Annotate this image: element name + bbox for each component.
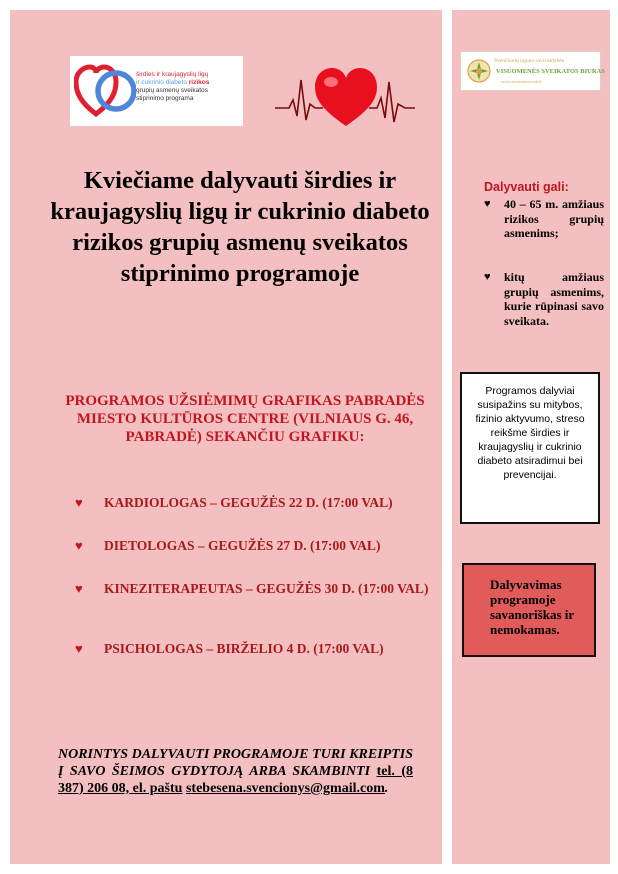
heart-logo-icon [74, 64, 136, 118]
heart-program-logo [70, 56, 243, 126]
contact-end: . [384, 781, 389, 796]
schedule-item [75, 537, 454, 554]
organization-logo-line1: Švenčionių rajono savivaldybės [494, 58, 564, 64]
schedule-item-text: PSICHOLOGAS – BIRŽELIO 4 D. (17:00 VAL) [104, 641, 384, 656]
organization-logo-line2: VISUOMENĖS SVEIKATOS BIURAS [496, 68, 605, 75]
organization-logo-line3: www.svencionysvsb.lt [501, 79, 542, 84]
heart-logo-line2-red: rizikos [186, 79, 210, 86]
heart-logo-line3: grupių asmenų sveikatos [136, 87, 208, 94]
volunteer-box: Dalyvavimas programoje savanoriškas ir nemokamas. [462, 563, 596, 657]
main-title: Kviečiame dalyvauti širdies ir kraujagyslių ligų ir cukrinio diabeto rizikos grupių asmenų sveikatos stiprinimo programoje [50, 167, 430, 287]
eligibility-heading: Dalyvauti gali: [484, 180, 569, 194]
eligibility-item-text: kitų amžiaus grupių asmenims, kurie rūpinasi savo sveikata. [504, 270, 604, 328]
heart-logo-line2: ir cukrinio diabeto [136, 79, 187, 86]
schedule-item [75, 580, 454, 597]
heart-bullet-icon: ♥ [75, 641, 83, 656]
heart-bullet-icon: ♥ [75, 538, 83, 553]
heart-bullet-icon: ♥ [75, 581, 83, 596]
schedule-item-text: KINEZITERAPEUTAS – GEGUŽĖS 30 D. (17:00 VAL) [104, 581, 429, 596]
left-panel [10, 10, 442, 864]
contact-text [58, 746, 413, 797]
right-panel [452, 10, 610, 864]
eligibility-item [484, 270, 604, 328]
organization-emblem-icon [466, 57, 492, 85]
schedule-item-text: DIETOLOGAS – GEGUŽĖS 27 D. (17:00 VAL) [104, 538, 381, 553]
heartbeat-heart-icon [275, 60, 415, 132]
heart-logo-line1: širdies ir kraujagyslių ligų [136, 71, 209, 78]
info-box: Programos dalyviai susipažins su mitybos, fizinio aktyvumo, streso reikšme širdies ir kraujagyslių ir cukrinio diabeto atsiradimui bei prevencijai. [460, 372, 600, 524]
schedule-item [75, 640, 454, 657]
heart-bullet-icon: ♥ [484, 271, 491, 283]
eligibility-item-text: 40 – 65 m. amžiaus rizikos grupių asmenims; [504, 197, 604, 240]
heart-bullet-icon: ♥ [484, 198, 491, 210]
eligibility-item [484, 197, 604, 241]
heart-logo-line4: stiprinimo programa [136, 95, 194, 102]
contact-email-link[interactable]: stebesena.svencionys@gmail.com [185, 781, 385, 796]
heart-bullet-icon: ♥ [75, 495, 83, 510]
heart-logo-text [136, 71, 241, 103]
schedule-heading: PROGRAMOS UŽSIĖMIMŲ GRAFIKAS PABRADĖS MIESTO KULTŪROS CENTRE (VILNIAUS G. 46, PABRADĖ) SEKANČIU GRAFIKU: [65, 393, 425, 445]
schedule-item [75, 494, 454, 511]
contact-phone: tel. (8 387) 206 08, el. paštu [58, 764, 413, 796]
contact-intro: NORINTYS DALYVAUTI PROGRAMOJE TURI KREIPTIS Į SAVO ŠEIMOS GYDYTOJĄ ARBA SKAMBINTI [58, 747, 413, 779]
organization-logo [460, 51, 605, 91]
schedule-item-text: KARDIOLOGAS – GEGUŽĖS 22 D. (17:00 VAL) [104, 495, 393, 510]
